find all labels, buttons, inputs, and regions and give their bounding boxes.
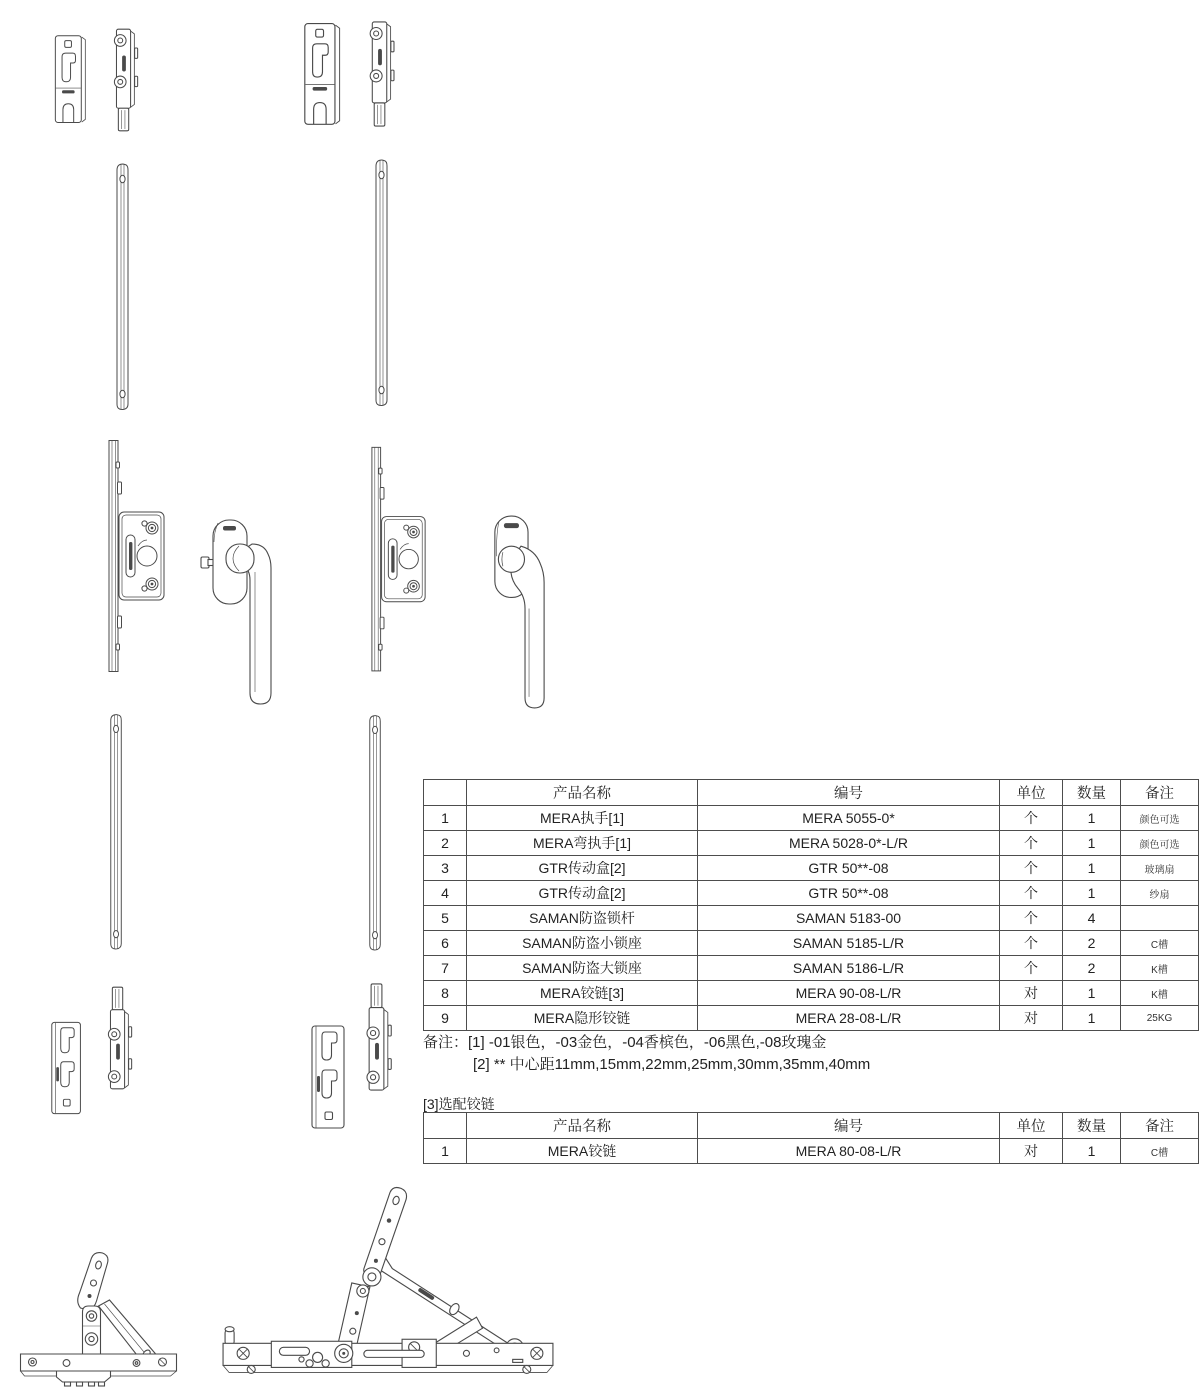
window-handle-side-drawing: [196, 508, 278, 714]
table-cell: 纱扇: [1121, 881, 1199, 906]
table-cell: [1121, 906, 1199, 931]
column-header: 编号: [698, 780, 1000, 806]
table-notes: [423, 1032, 870, 1076]
small-friction-hinge-drawing: [18, 1250, 184, 1398]
table-cell: SAMAN 5186-L/R: [698, 956, 1000, 981]
table-cell: 1: [1063, 806, 1121, 831]
large-friction-hinge-drawing: [213, 1186, 565, 1400]
large-lock-keeper-side-drawing: [360, 982, 394, 1092]
large-lock-keeper-plate-drawing: [310, 1024, 348, 1130]
table-cell: 对: [1000, 1139, 1063, 1164]
column-header: 数量: [1063, 780, 1121, 806]
table-cell: 8: [424, 981, 467, 1006]
column-header: 单位: [1000, 1113, 1063, 1139]
table-row: [424, 856, 1199, 881]
column-header: 编号: [698, 1113, 1000, 1139]
table-row: [424, 1139, 1199, 1164]
small-lock-keeper-side-drawing: [108, 26, 140, 134]
gearbox-drawing: [369, 444, 429, 682]
table-cell: 4: [424, 881, 467, 906]
table-row: [424, 931, 1199, 956]
table-cell: MERA 90-08-L/R: [698, 981, 1000, 1006]
table-cell: 1: [424, 806, 467, 831]
table-cell: 2: [424, 831, 467, 856]
table-row: [424, 906, 1199, 931]
table-cell: SAMAN防盗锁杆: [467, 906, 698, 931]
note-colors: 备注：[1] -01银色，-03金色，-04香槟色，-06黑色,-08玫瑰金: [423, 1034, 827, 1051]
column-header: 产品名称: [467, 1113, 698, 1139]
table-cell: MERA 28-08-L/R: [698, 1006, 1000, 1031]
header-row: [424, 780, 1199, 806]
table-row: [424, 831, 1199, 856]
table-cell: SAMAN防盗大锁座: [467, 956, 698, 981]
table-cell: GTR 50**-08: [698, 856, 1000, 881]
table-cell: K槽: [1121, 981, 1199, 1006]
table-cell: 1: [424, 1139, 467, 1164]
table-cell: MERA隐形铰链: [467, 1006, 698, 1031]
column-header: 备注: [1121, 780, 1199, 806]
lock-rod-drawing: [365, 706, 386, 960]
column-header: 单位: [1000, 780, 1063, 806]
table-cell: 1: [1063, 1139, 1121, 1164]
column-header: [424, 780, 467, 806]
table-cell: 4: [1063, 906, 1121, 931]
table-cell: C槽: [1121, 1139, 1199, 1164]
table-cell: 1: [1063, 856, 1121, 881]
column-header: [424, 1113, 467, 1139]
column-header: 数量: [1063, 1113, 1121, 1139]
optional-hinge-title: [3]选配铰链: [423, 1096, 495, 1112]
table-cell: 对: [1000, 981, 1063, 1006]
table-cell: 1: [1063, 831, 1121, 856]
table-cell: K槽: [1121, 956, 1199, 981]
optional-hinge-table: [423, 1112, 1199, 1164]
table-cell: 5: [424, 906, 467, 931]
table-row: [424, 1006, 1199, 1031]
table-cell: 个: [1000, 956, 1063, 981]
table-cell: 颜色可选: [1121, 806, 1199, 831]
lock-rod-drawing: [371, 156, 393, 410]
table-cell: MERA 80-08-L/R: [698, 1139, 1000, 1164]
table-cell: 个: [1000, 856, 1063, 881]
column-header: 备注: [1121, 1113, 1199, 1139]
table-cell: 25KG: [1121, 1006, 1199, 1031]
table-cell: GTR传动盒[2]: [467, 856, 698, 881]
table-cell: MERA 5028-0*-L/R: [698, 831, 1000, 856]
table-cell: 9: [424, 1006, 467, 1031]
small-lock-keeper-side-drawing: [363, 20, 397, 128]
table-cell: 2: [1063, 956, 1121, 981]
table-cell: MERA 5055-0*: [698, 806, 1000, 831]
table-cell: GTR 50**-08: [698, 881, 1000, 906]
table-cell: MERA铰链: [467, 1139, 698, 1164]
table-cell: MERA弯执手[1]: [467, 831, 698, 856]
table-cell: 6: [424, 931, 467, 956]
table-cell: SAMAN防盗小锁座: [467, 931, 698, 956]
table-cell: 个: [1000, 931, 1063, 956]
parts-table: [423, 779, 1199, 1031]
large-lock-keeper-side-drawing: [102, 982, 134, 1094]
table-cell: 1: [1063, 881, 1121, 906]
table-cell: 个: [1000, 906, 1063, 931]
table-cell: 对: [1000, 1006, 1063, 1031]
table-cell: MERA执手[1]: [467, 806, 698, 831]
table-cell: GTR传动盒[2]: [467, 881, 698, 906]
column-header: 产品名称: [467, 780, 698, 806]
table-cell: 玻璃扇: [1121, 856, 1199, 881]
small-lock-keeper-plate-drawing: [303, 22, 343, 128]
lock-rod-drawing: [112, 160, 134, 414]
table-cell: 1: [1063, 1006, 1121, 1031]
table-cell: 3: [424, 856, 467, 881]
table-cell: SAMAN 5183-00: [698, 906, 1000, 931]
table-row: [424, 981, 1199, 1006]
table-cell: 1: [1063, 981, 1121, 1006]
header-row: [424, 1113, 1199, 1139]
table-row: [424, 956, 1199, 981]
window-handle-front-drawing: [490, 510, 554, 716]
table-cell: SAMAN 5185-L/R: [698, 931, 1000, 956]
table-cell: 个: [1000, 881, 1063, 906]
table-cell: C槽: [1121, 931, 1199, 956]
table-cell: 颜色可选: [1121, 831, 1199, 856]
table-cell: 2: [1063, 931, 1121, 956]
note-center-distance: [2] ** 中心距11mm,15mm,22mm,25mm,30mm,35mm,40mm: [473, 1056, 871, 1073]
table-cell: 个: [1000, 806, 1063, 831]
small-lock-keeper-plate-drawing: [54, 30, 88, 130]
gearbox-drawing: [106, 440, 168, 680]
table-cell: 个: [1000, 831, 1063, 856]
lock-rod-drawing: [106, 706, 127, 958]
large-lock-keeper-plate-drawing: [50, 1016, 84, 1120]
table-cell: MERA铰链[3]: [467, 981, 698, 1006]
table-row: [424, 806, 1199, 831]
table-cell: 7: [424, 956, 467, 981]
table-row: [424, 881, 1199, 906]
